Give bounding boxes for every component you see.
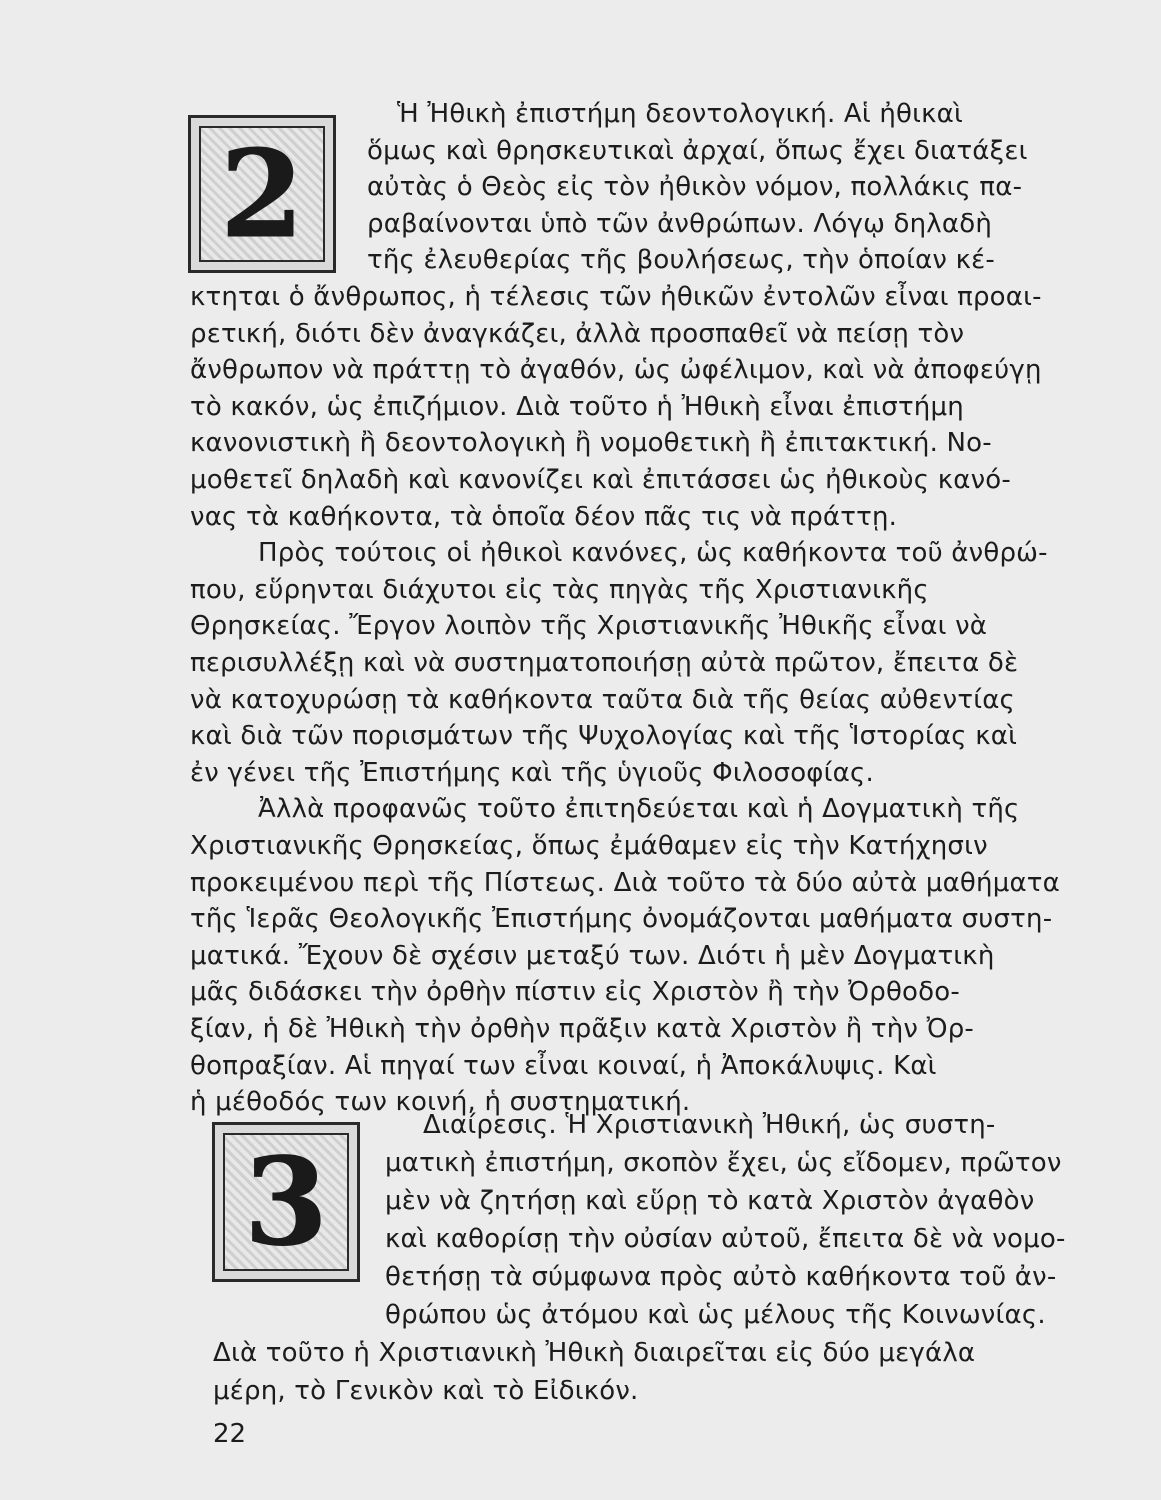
text-line: ρετική, διότι δὲν ἀναγκάζει, ἀλλὰ προσπαθεῖ νὰ πείσῃ τὸν [190, 318, 965, 349]
text-line: ματικὴ ἐπιστήμη, σκοπὸν ἔχει, ὡς εἴδομεν, πρῶτον [385, 1148, 1062, 1178]
text-line: ἐν γένει τῆς Ἐπιστήμης καὶ τῆς ὑγιοῦς Φιλοσοφίας. [190, 757, 874, 788]
text-line: ραβαίνονται ὑπὸ τῶν ἀνθρώπων. Λόγῳ δηλαδὴ [367, 208, 993, 239]
text-line: που, εὕρηνται διάχυτοι εἰς τὰς πηγὰς τῆς Χριστιανικῆς [190, 574, 929, 605]
text-line: μοθετεῖ δηλαδὴ καὶ κανονίζει καὶ ἐπιτάσσει ὡς ἠθικοὺς κανό- [190, 465, 1011, 495]
text-line: θοπραξίαν. Αἱ πηγαί των εἶναι κοιναί, ἡ Ἀποκάλυψις. Καὶ [190, 1050, 937, 1081]
text-line: νας τὰ καθήκοντα, τὰ ὁποῖα δέον πᾶς τις νὰ πράττῃ. [190, 501, 898, 532]
text-line: ξίαν, ἡ δὲ Ἠθικὴ τὴν ὀρθὴν πρᾶξιν κατὰ Χριστὸν ἢ τὴν Ὀρ- [190, 1014, 974, 1044]
text-line: ματικά. Ἔχουν δὲ σχέσιν μεταξύ των. Διότι ἡ μὲν Δογματικὴ [190, 940, 995, 971]
text-line: Διὰ τοῦτο ἡ Χριστιανικὴ Ἠθικὴ διαιρεῖται εἰς δύο μεγάλα [213, 1338, 976, 1368]
text-line: Θρησκείας. Ἔργον λοιπὸν τῆς Χριστιανικῆς Ἠθικῆς εἶναι νὰ [190, 611, 988, 642]
text-line: μὲν νὰ ζητήσῃ καὶ εὕρῃ τὸ κατὰ Χριστὸν ἀγαθὸν [385, 1186, 1035, 1216]
text-line: θρώπου ὡς ἀτόμου καὶ ὡς μέλους τῆς Κοινωνίας. [385, 1300, 1046, 1330]
text-line: καὶ διὰ τῶν πορισμάτων τῆς Ψυχολογίας καὶ τῆς Ἱστορίας καὶ [190, 721, 1018, 752]
text-line: τὸ κακόν, ὡς ἐπιζήμιον. Διὰ τοῦτο ἡ Ἠθικὴ εἶναι ἐπιστήμη [190, 391, 964, 422]
text-line: προκειμένου περὶ τῆς Πίστεως. Διὰ τοῦτο τὰ δύο αὐτὰ μαθήματα [190, 867, 1060, 898]
section2-heading-line: Ἡ Ἠθικὴ ἐπιστήμη δεοντολογική. Αἱ ἠθικαὶ [397, 99, 963, 129]
text-line: περισυλλέξῃ καὶ νὰ συστηματοποιήσῃ αὐτὰ πρῶτον, ἔπειτα δὲ [190, 648, 1019, 678]
text-line: αὐτὰς ὁ Θεὸς εἰς τὸν ἠθικὸν νόμον, πολλάκις πα- [367, 172, 1023, 203]
text-line: κτηται ὁ ἄνθρωπος, ἡ τέλεσις τῶν ἠθικῶν ἐντολῶν εἶναι προαι- [190, 282, 1042, 312]
section3-heading-line: Διαίρεσις. Ἡ Χριστιανικὴ Ἠθική, ὡς συστη- [423, 1110, 996, 1140]
text-line: ὅμως καὶ θρησκευτικαὶ ἀρχαί, ὅπως ἔχει διατάξει [367, 135, 1028, 166]
initial-glyph-2: 2 [220, 123, 304, 265]
text-line: τῆς Ἱερᾶς Θεολογικῆς Ἐπιστήμης ὀνομάζονται μαθήματα συστη- [190, 904, 1053, 935]
decorative-initial-2 [188, 115, 336, 273]
text-line: ἄνθρωπον νὰ πράττῃ τὸ ἀγαθόν, ὡς ὠφέλιμον, καὶ νὰ ἀποφεύγῃ [190, 355, 1042, 386]
text-line: κανονιστικὴ ἢ δεοντολογικὴ ἢ νομοθετικὴ ἢ ἐπιτακτική. Νο- [190, 428, 992, 459]
text-line: ἡ μέθοδός των κοινή, ἡ συστηματική. [190, 1087, 691, 1118]
initial-glyph-3: 3 [244, 1131, 328, 1273]
paragraph-start-line: Πρὸς τούτοις οἱ ἠθικοὶ κανόνες, ὡς καθήκοντα τοῦ ἀνθρώ- [258, 538, 1048, 569]
text-line: μέρη, τὸ Γενικὸν καὶ τὸ Εἰδικόν. [213, 1376, 639, 1406]
text-line: μᾶς διδάσκει τὴν ὀρθὴν πίστιν εἰς Χριστὸν ἢ τὴν Ὀρθοδο- [190, 977, 960, 1008]
initial-ornament-frame [199, 123, 325, 265]
paragraph-start-line: Ἀλλὰ προφανῶς τοῦτο ἐπιτηδεύεται καὶ ἡ Δογματικὴ τῆς [258, 794, 1020, 825]
text-line: τῆς ἐλευθερίας τῆς βουλήσεως, τὴν ὁποίαν κέ- [367, 245, 995, 276]
text-line: Χριστιανικῆς Θρησκείας, ὅπως ἐμάθαμεν εἰς τὴν Κατήχησιν [190, 831, 988, 861]
text-line: θετήσῃ τὰ σύμφωνα πρὸς αὐτὸ καθήκοντα τοῦ ἀν- [385, 1262, 1057, 1292]
text-line: καὶ καθορίσῃ τὴν οὐσίαν αὐτοῦ, ἔπειτα δὲ νὰ νομο- [385, 1224, 1066, 1254]
initial-ornament-frame [223, 1133, 349, 1271]
decorative-initial-3 [212, 1122, 360, 1282]
page-number: 22 [213, 1419, 247, 1449]
text-line: νὰ κατοχυρώσῃ τὰ καθήκοντα ταῦτα διὰ τῆς θείας αὐθεντίας [190, 684, 1016, 715]
